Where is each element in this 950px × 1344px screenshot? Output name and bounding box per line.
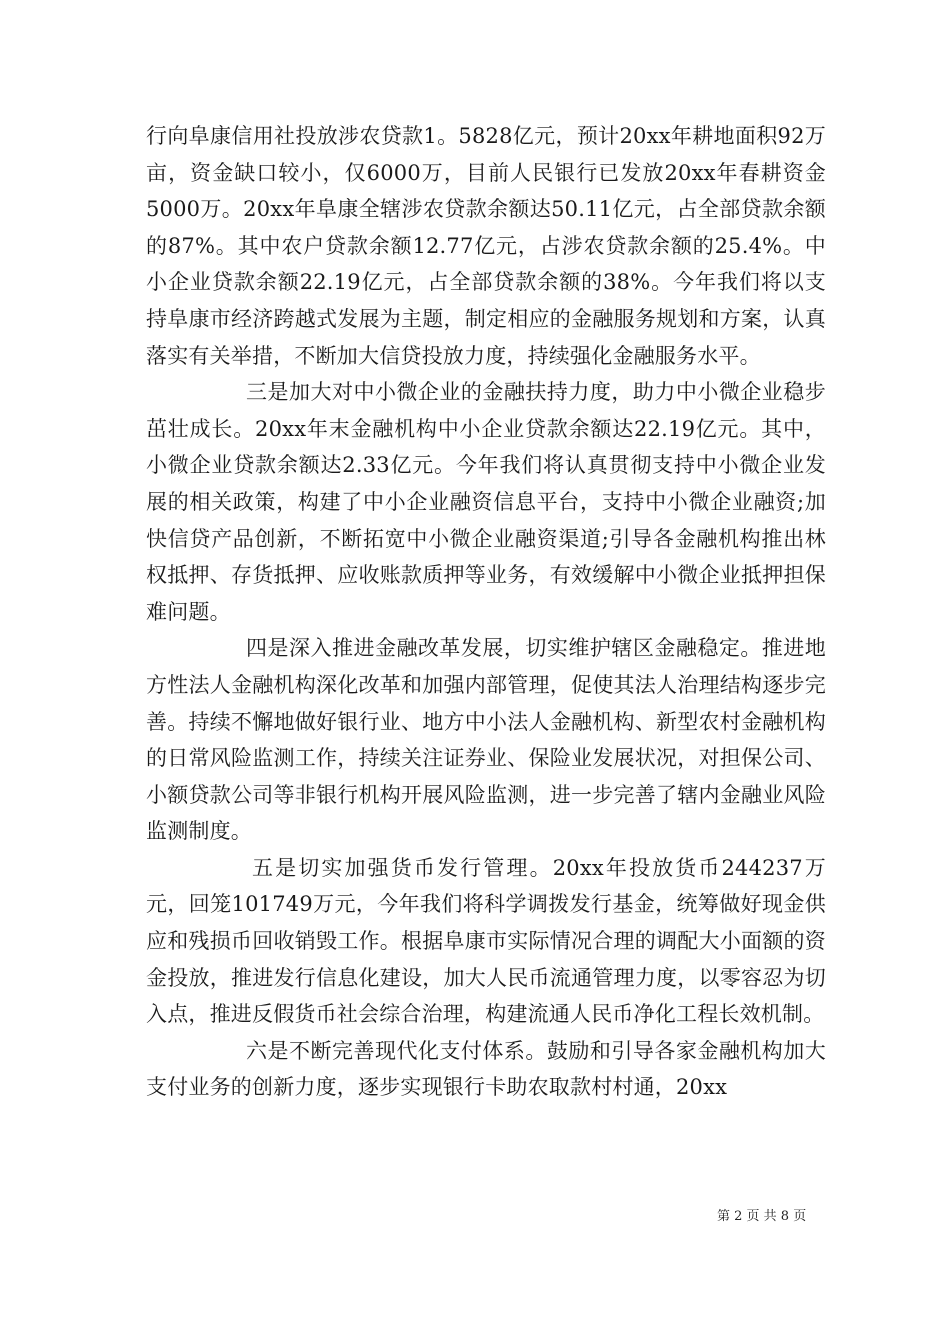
page-number-footer xyxy=(717,1205,806,1224)
paragraph-3: 四是深入推进金融改革发展，切实维护辖区金融稳定。推进地方性法人金融机构深化改革和加强内部管理，促使其法人治理结构逐步完善。持续不懈地做好银行业、地方中小法人金融机构、新型农村金融机构的日常风险监测工作，持续关注证券业、保险业发展状况，对担保公司、小额贷款公司等非银行机构开展风险监测，进一步完善了辖内金融业风险监测制度。 xyxy=(146,636,826,844)
page-number-label: 第 2 页 共 8 页 xyxy=(717,1209,807,1224)
paragraph-2: 三是加大对中小微企业的金融扶持力度，助力中小微企业稳步茁壮成长。20xx年末金融机构中小企业贷款余额达22.19亿元。其中，小微企业贷款余额达2.33亿元。今年我们将认真贯彻支持中小微企业发展的相关政策，构建了中小企业融资信息平台，支持中小微企业融资;加快信贷产品创新，不断拓宽中小微企业融资渠道;引导各金融机构推出林权抵押、存货抵押、应收账款质押等业务，有效缓解中小微企业抵押担保难问题。 xyxy=(146,380,826,624)
paragraph-1: 行向阜康信用社投放涉农贷款1。5828亿元，预计20xx年耕地面积92万亩，资金缺口较小，仅6000万，目前人民银行已发放20xx年春耕资金5000万。20xx年阜康全辖涉农贷款余额达50.11亿元，占全部贷款余额的87%。其中农户贷款余额12.77亿元，占涉农贷款余额的25.4%。中小企业贷款余额22.19亿元，占全部贷款余额的38%。今年我们将以支持阜康市经济跨越式发展为主题，制定相应的金融服务规划和方案，认真落实有关举措，不断加大信贷投放力度，持续强化金融服务水平。 xyxy=(146,124,826,368)
document-body xyxy=(146,118,826,1106)
paragraph-4: 五是切实加强货币发行管理。20xx年投放货币244237万元，回笼101749万元，今年我们将科学调拨发行基金，统筹做好现金供应和残损币回收销毁工作。根据阜康市实际情况合理的调配大小面额的资金投放，推进发行信息化建设，加大人民币流通管理力度，以零容忍为切入点，推进反假货币社会综合治理，构建流通人民币净化工程长效机制。 xyxy=(146,855,826,1027)
paragraph-5: 六是不断完善现代化支付体系。鼓励和引导各家金融机构加大支付业务的创新力度，逐步实现银行卡助农取款村村通，20xx xyxy=(146,1038,826,1100)
